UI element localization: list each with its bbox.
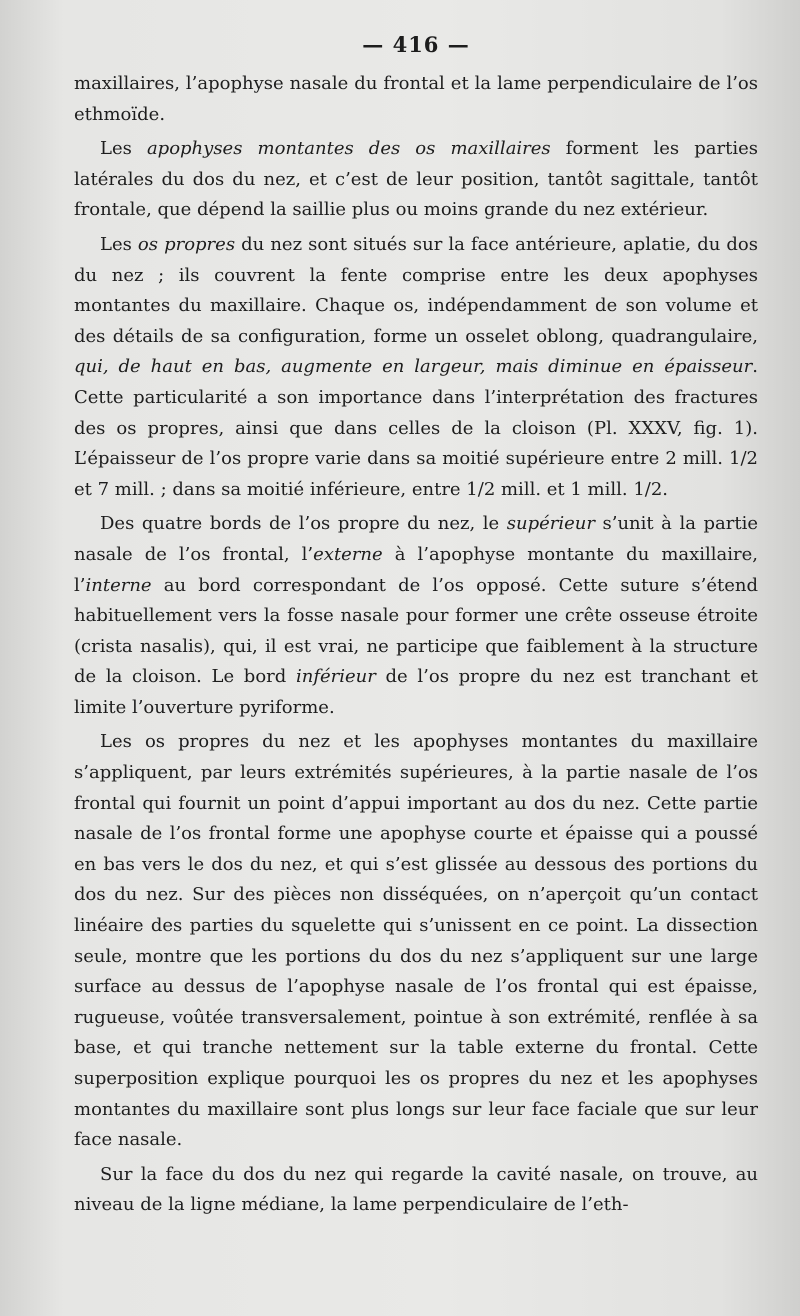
paragraph [74, 230, 758, 505]
italic-run: inférieur [295, 666, 376, 688]
italic-run: interne [85, 574, 152, 596]
page-number: — 416 — [362, 32, 470, 57]
italic-run: supérieur [506, 513, 595, 535]
text-run: au bord correspondant de l’os opposé. Cette suture s’étend habituellement vers la fosse nasale pour former une crête osseuse étroite (crista nasalis), qui, il est vrai, ne participe que faiblement à la structure de la cloison. Le bord [74, 574, 758, 688]
text-run: Sur la face du dos du nez qui regarde la cavité nasale, on trouve, au niveau de la ligne médiane, la lame perpendiculaire de l’eth- [74, 1163, 758, 1216]
text-run: de l’os propre du nez est tranchant et limite l’ouverture pyriforme. [74, 666, 758, 718]
italic-run: qui, de haut en bas, augmente en largeur, mais diminue en épaisseur [74, 356, 753, 378]
text-run: Les [100, 233, 138, 255]
italic-run: apophyses montantes des os maxillaires [146, 138, 551, 160]
text-run: Les [100, 138, 147, 160]
text-run: Des quatre bords de l’os propre du nez, le [100, 513, 507, 535]
paragraph [74, 1160, 758, 1221]
italic-run: os propres [137, 233, 236, 255]
paragraph [74, 727, 758, 1155]
text-run: à l’apophyse montante du maxillaire, l’ [74, 543, 759, 596]
text-run: Les os propres du nez et les apophyses montantes du maxillaire s’appliquent, par leurs extrémités supérieures, à la partie nasale de l’os frontal qui fournit un point d’appui important au dos du nez. Cette partie nasale de l’os frontal forme une apophyse courte et épaisse qui a poussé en bas vers le dos du nez, et qui s’est glissée au dessous des portions du dos du nez. Sur des pièces non disséquées, on n’aperçoit qu’un contact linéaire des parties du squelette qui s’unissent en ce point. La dissection seule, montre que les portions du dos du nez s’appliquent sur une large surface au dessus de l’apophyse nasale de l’os frontal qui est épaisse, rugueuse, voûtée transversalement, pointue à son extrémité, renflée à sa base, et qui tranche nettement sur la table externe du frontal. Cette superposition explique pourquoi les os propres du nez et les apophyses montantes du maxillaire sont plus longs sur leur face faciale que sur leur face nasale. [74, 731, 758, 1151]
paragraph [74, 69, 758, 130]
body-text [74, 69, 758, 1221]
text-run: maxillaires, l’apophyse nasale du frontal et la lame perpendiculaire de l’os ethmoïde. [74, 73, 758, 125]
text-run: forment les parties latérales du dos du nez, et c’est de leur position, tantôt sagittale, tantôt frontale, que dépend la saillie plus ou moins grande du nez extérieur. [74, 138, 758, 221]
text-run: du nez sont situés sur la face antérieure, aplatie, du dos du nez ; ils couvrent la fente comprise entre les deux apophyses montantes du maxillaire. Chaque os, indépendamment de son volume et des détails de sa configuration, forme un osselet oblong, quadrangulaire, [74, 233, 758, 347]
italic-run: externe [313, 543, 383, 565]
paragraph [74, 134, 758, 226]
text-run: s’unit à la partie nasale de l’os frontal, l’ [74, 513, 758, 565]
text-run: . Cette particularité a son importance dans l’interprétation des fractures des os propres, ainsi que dans celles de la cloison (Pl. XXXV, fig. 1). L’épaisseur de l’os propre varie dans sa moitié supérieure entre 2 mill. 1/2 et 7 mill. ; dans sa moitié inférieure, entre 1/2 mill. et 1 mill. 1/2. [74, 356, 758, 500]
paragraph [74, 509, 758, 723]
